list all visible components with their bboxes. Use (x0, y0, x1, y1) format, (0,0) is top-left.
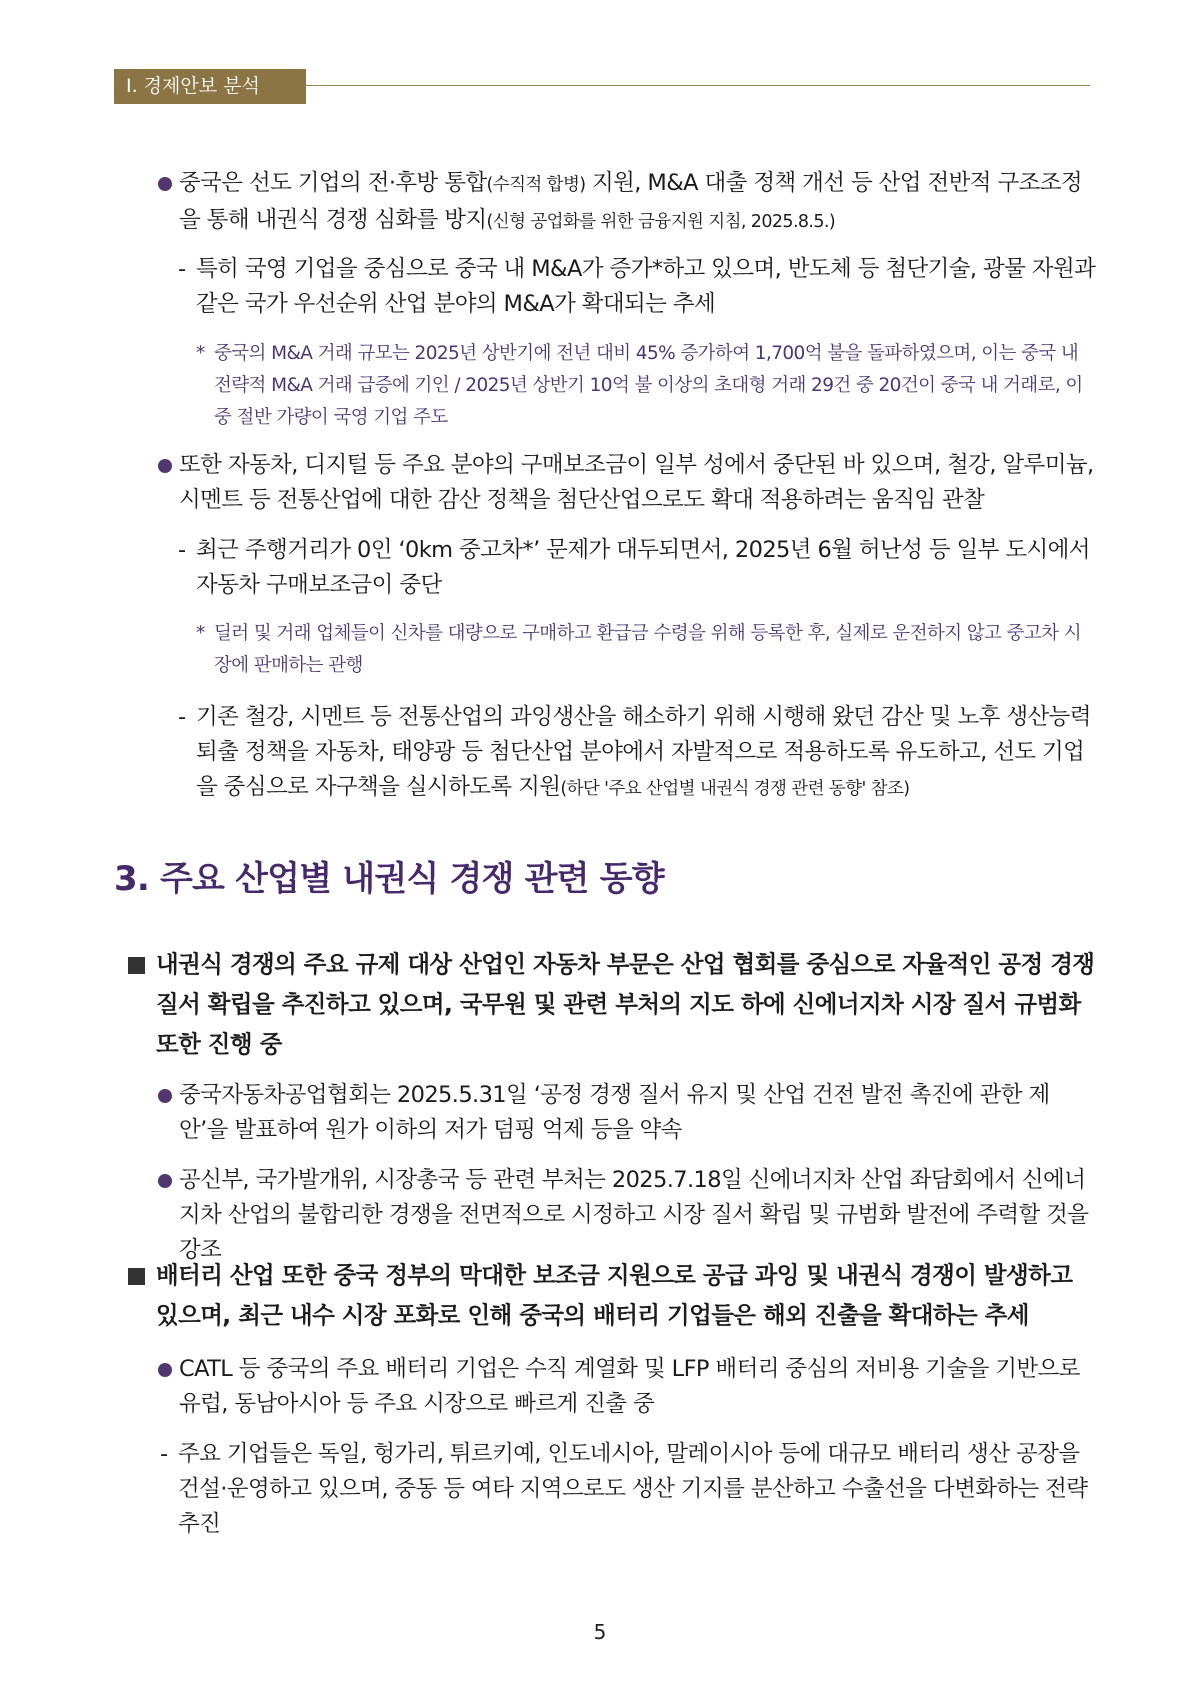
sub-item (178, 700, 1098, 807)
dash-marker: - (160, 1441, 168, 1467)
sub-item-text: 기존 철강, 시멘트 등 전통산업의 과잉생산을 해소하기 위해 시행해 왔던 감산 및 노후 생산능력 퇴출 정책을 자동차, 태양광 등 첨단산업 분야에서 자발적으로 적용하도록 유도하고, 선도 기업을 중심으로 자구책을 실시하도록 지원(하단 '주요 산업별 내권식 경쟁 관련 동향' 참조) (196, 704, 1091, 800)
header-rule (306, 85, 1090, 86)
bullet-item (158, 1352, 1098, 1422)
sub-item (178, 533, 1098, 603)
bullet-text: 공신부, 국가발개위, 시장총국 등 관련 부처는 2025.7.18일 신에너지차 산업 좌담회에서 신에너지차 산업의 불합리한 경쟁을 전면적으로 시정하고 시장 질서 확립 및 규범화 발전에 주력할 것을 강조 (179, 1167, 1089, 1263)
sub-item-text: 최근 주행거리가 0인 ‘0km 중고차*’ 문제가 대두되면서, 2025년 6월 허난성 등 일부 도시에서 자동차 구매보조금이 중단 (196, 537, 1090, 598)
bullet-item (158, 166, 1098, 240)
square-bullet-text: 배터리 산업 또한 중국 정부의 막대한 보조금 지원으로 공급 과잉 및 내권식 경쟁이 발생하고 있으며, 최근 내수 시장 포화로 인해 중국의 배터리 기업들은 해외 진출을 확대하는 추세 (156, 1261, 1073, 1329)
bullet-dot-icon (158, 1174, 172, 1188)
dash-marker: - (178, 537, 186, 563)
bullet-text: CATL 등 중국의 주요 배터리 기업은 수직 계열화 및 LFP 배터리 중심의 저비용 기술을 기반으로 유럽, 동남아시아 등 주요 시장으로 빠르게 진출 중 (179, 1356, 1080, 1417)
square-bullet-text: 내권식 경쟁의 주요 규제 대상 산업인 자동차 부문은 산업 협회를 중심으로 자율적인 공정 경쟁 질서 확립을 추진하고 있으며, 국무원 및 관련 부처의 지도 하에 신에너지차 시장 질서 규범화 또한 진행 중 (156, 950, 1095, 1058)
sub-item (178, 252, 1098, 322)
footnote (196, 338, 1098, 434)
asterisk-marker: * (196, 623, 205, 644)
page-number: 5 (593, 1620, 607, 1644)
bullet-dot-icon (158, 1363, 172, 1377)
bullet-text: 또한 자동차, 디지털 등 주요 분야의 구매보조금이 일부 성에서 중단된 바 있으며, 철강, 알루미늄, 시멘트 등 전통산업에 대한 감산 정책을 첨단산업으로도 확대 적용하려는 움직임 관찰 (179, 452, 1094, 513)
section-title: 3. 주요 산업별 내권식 경쟁 관련 동향 (114, 859, 664, 899)
bullet-item (158, 1163, 1098, 1268)
sub-item-text: 특히 국영 기업을 중심으로 중국 내 M&A가 증가*하고 있으며, 반도체 등 첨단기술, 광물 자원과 같은 국가 우선순위 산업 분야의 M&A가 확대되는 추세 (196, 256, 1096, 317)
bullet-text: 중국자동차공업협회는 2025.5.31일 ‘공정 경쟁 질서 유지 및 산업 건전 발전 촉진에 관한 제안’을 발표하여 원가 이하의 저가 덤핑 억제 등을 약속 (179, 1082, 1050, 1143)
footnote (196, 618, 1098, 682)
square-bullet-icon (128, 957, 145, 974)
bullet-dot-icon (158, 459, 172, 473)
section-header (114, 69, 1090, 104)
square-bullet-item (128, 944, 1098, 1064)
bullet-dot-icon (158, 1089, 172, 1103)
bullet-item (158, 448, 1098, 518)
bullet-dot-icon (158, 177, 172, 191)
dash-marker: - (178, 256, 186, 282)
asterisk-marker: * (196, 343, 205, 364)
sub-item (160, 1437, 1098, 1542)
footnote-text: 중국의 M&A 거래 규모는 2025년 상반기에 전년 대비 45% 증가하여 1,700억 불을 돌파하였으며, 이는 중국 내 전략적 M&A 거래 급증에 기인 / 2025년 상반기 10억 불 이상의 초대형 거래 29건 중 20건이 중국 내 거래로, 이중 절반 가량이 국영 기업 주도 (214, 343, 1083, 428)
footnote-text: 딜러 및 거래 업체들이 신차를 대량으로 구매하고 환급금 수령을 위해 등록한 후, 실제로 운전하지 않고 중고차 시장에 판매하는 관행 (214, 623, 1081, 676)
bullet-text: 중국은 선도 기업의 전·후방 통합(수직적 합병) 지원, M&A 대출 정책 개선 등 산업 전반적 구조조정을 통해 내권식 경쟁 심화를 방지(신형 공업화를 위한 금융지원 지침, 2025.8.5.) (179, 170, 1082, 233)
sub-item-text: 주요 기업들은 독일, 헝가리, 튀르키예, 인도네시아, 말레이시아 등에 대규모 배터리 생산 공장을 건설·운영하고 있으며, 중동 등 여타 지역으로도 생산 기지를 분산하고 수출선을 다변화하는 전략 추진 (178, 1441, 1088, 1537)
square-bullet-item (128, 1255, 1098, 1335)
section-header-label: Ⅰ. 경제안보 분석 (114, 69, 306, 104)
dash-marker: - (178, 704, 186, 730)
square-bullet-icon (128, 1268, 145, 1285)
bullet-item (158, 1078, 1098, 1148)
